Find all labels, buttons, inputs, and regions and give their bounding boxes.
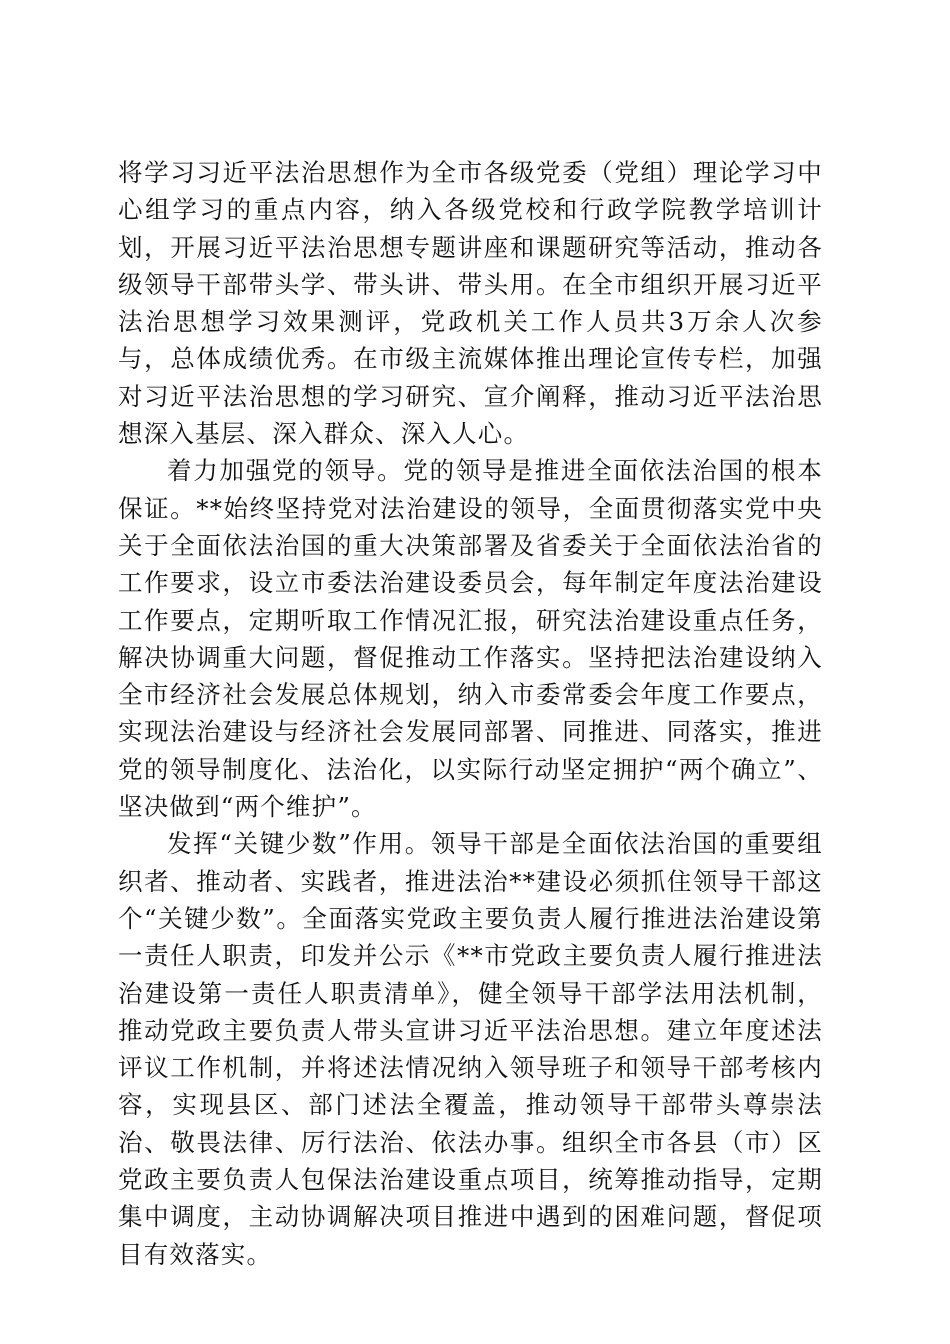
paragraph-key-minority: 发挥“关键少数”作用。领导干部是全面依法治国的重要组织者、推动者、实践者，推进法治**建设必须抓住领导干部这个“关键少数”。全面落实党政主要负责人履行推进法治建设第一责任人职责，印发并公示《**市党政主要负责人履行推进法治建设第一责任人职责清单》，健全领导干部学法用法机制，推动党政主要负责人带头宣讲习近平法治思想。建立年度述法评议工作机制，并将述法情况纳入领导班子和领导干部考核内容，实现县区、部门述法全覆盖，推动领导干部带头尊崇法治、敬畏法律、厉行法治、依法办事。组织全市各县（市）区党政主要负责人包保法治建设重点项目，统筹推动指导，定期集中调度，主动协调解决项目推进中遇到的困难问题，督促项目有效落实。	[118, 829, 823, 1269]
document-body	[118, 154, 823, 1273]
paragraph-party-leadership: 着力加强党的领导。党的领导是推进全面依法治国的根本保证。**始终坚持党对法治建设的领导，全面贯彻落实党中央关于全面依法治国的重大决策部署及省委关于全面依法治省的工作要求，设立市委法治建设委员会，每年制定年度法治建设工作要点，定期听取工作情况汇报，研究法治建设重点任务，解决协调重大问题，督促推动工作落实。坚持把法治建设纳入全市经济社会发展总体规划，纳入市委常委会年度工作要点，实现法治建设与经济社会发展同部署、同推进、同落实，推进党的领导制度化、法治化，以实际行动坚定拥护“两个确立”、坚决做到“两个维护”。	[118, 456, 823, 822]
paragraph-study-thought: 将学习习近平法治思想作为全市各级党委（党组）理论学习中心组学习的重点内容，纳入各级党校和行政学院教学培训计划，开展习近平法治思想专题讲座和课题研究等活动，推动各级领导干部带头学、带头讲、带头用。在全市组织开展习近平法治思想学习效果测评，党政机关工作人员共3万余人次参与，总体成绩优秀。在市级主流媒体推出理论宣传专栏，加强对习近平法治思想的学习研究、宣介阐释，推动习近平法治思想深入基层、深入群众、深入人心。	[118, 158, 823, 449]
